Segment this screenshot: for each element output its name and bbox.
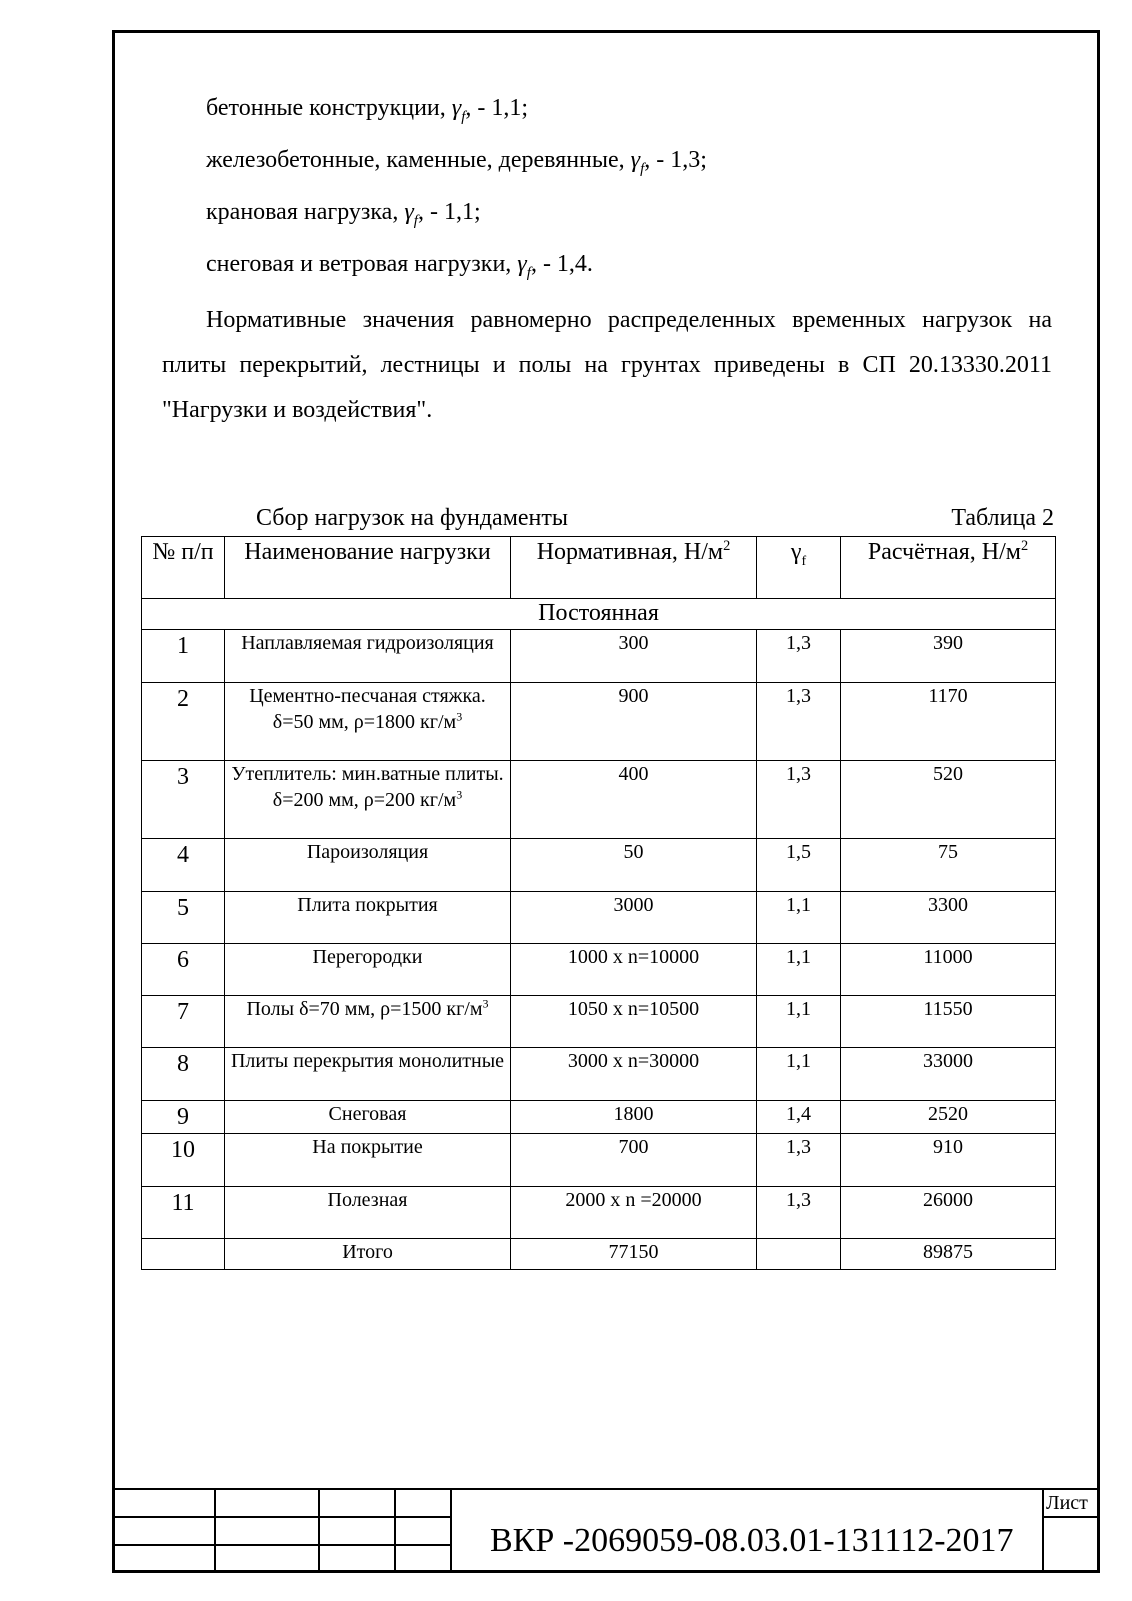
table-row <box>142 996 1056 1048</box>
gamma-symbol: $\gamma_f$ <box>517 251 531 281</box>
row-normative: 1000 х n=10000 <box>511 944 757 996</box>
row-normative: 50 <box>511 839 757 892</box>
row-calculated: 3300 <box>841 892 1056 944</box>
row-calculated: 11550 <box>841 996 1056 1048</box>
row-gamma: 1,3 <box>757 1134 841 1187</box>
table-row <box>142 892 1056 944</box>
table-row <box>142 1101 1056 1134</box>
row-num: 7 <box>142 996 225 1048</box>
coefficient-line-concrete: бетонные конструкции, $\gamma_f$, - 1,1; <box>206 95 529 125</box>
row-gamma: 1,4 <box>757 1101 841 1134</box>
header-num: № п/п <box>142 537 225 599</box>
table-body <box>142 630 1056 1239</box>
document-code: ВКР -2069059-08.03.01-131112-2017 <box>490 1522 1014 1559</box>
row-calculated: 520 <box>841 761 1056 839</box>
total-calculated: 89875 <box>841 1239 1056 1270</box>
row-name: Наплавляемая гидроизоляция <box>225 630 511 683</box>
header-normative: Нормативная, $Н/м^2$ <box>511 537 757 599</box>
table-row <box>142 1048 1056 1101</box>
row-gamma: 1,3 <box>757 683 841 761</box>
total-gamma-cell <box>757 1239 841 1270</box>
row-gamma: 1,3 <box>757 1187 841 1239</box>
row-normative: 700 <box>511 1134 757 1187</box>
row-calculated: 33000 <box>841 1048 1056 1101</box>
header-gamma: $\gamma_f$ <box>757 537 841 599</box>
table-row <box>142 761 1056 839</box>
row-gamma: 1,1 <box>757 892 841 944</box>
row-num: 8 <box>142 1048 225 1101</box>
table-caption: Сбор нагрузок на фундаменты <box>256 505 568 531</box>
row-name: Плита покрытия <box>225 892 511 944</box>
row-num: 1 <box>142 630 225 683</box>
row-name: Цементно-песчаная стяжка. δ=50 мм, ρ=1800 $кг/м^3$ <box>225 683 511 761</box>
row-calculated: 910 <box>841 1134 1056 1187</box>
table-row <box>142 1187 1056 1239</box>
row-num: 10 <box>142 1134 225 1187</box>
row-num: 4 <box>142 839 225 892</box>
header-calculated: Расчётная, $Н/м^2$ <box>841 537 1056 599</box>
section-row <box>142 599 1056 630</box>
row-calculated: 2520 <box>841 1101 1056 1134</box>
row-name: Полезная <box>225 1187 511 1239</box>
row-num: 6 <box>142 944 225 996</box>
row-calculated: 75 <box>841 839 1056 892</box>
row-normative: 300 <box>511 630 757 683</box>
gamma-symbol: $\gamma_f$ <box>404 199 418 229</box>
row-name: Плиты перекрытия монолитные <box>225 1048 511 1101</box>
row-gamma: 1,3 <box>757 630 841 683</box>
coefficient-line-snow-wind: снеговая и ветровая нагрузки, $\gamma_f$, - 1,4. <box>206 251 593 281</box>
row-num: 9 <box>142 1101 225 1134</box>
gamma-symbol: $\gamma_f$ <box>630 147 645 177</box>
row-normative: 2000 х n =20000 <box>511 1187 757 1239</box>
row-calculated: 390 <box>841 630 1056 683</box>
row-name: Утеплитель: мин.ватные плиты. δ=200 мм, ρ=200 $кг/м^3$ <box>225 761 511 839</box>
row-name: Перегородки <box>225 944 511 996</box>
table-row <box>142 839 1056 892</box>
row-num: 5 <box>142 892 225 944</box>
body-paragraph: Нормативные значения равномерно распределенных временных нагрузок на плиты перекрытий, лестницы и полы на грунтах приведены в СП 20.13330.2011 "Нагрузки и воздействия". <box>162 307 1052 423</box>
row-normative: 400 <box>511 761 757 839</box>
row-gamma: 1,1 <box>757 996 841 1048</box>
total-label: Итого <box>225 1239 511 1270</box>
row-calculated: 26000 <box>841 1187 1056 1239</box>
row-name: Пароизоляция <box>225 839 511 892</box>
row-name: На покрытие <box>225 1134 511 1187</box>
row-num: 3 <box>142 761 225 839</box>
row-normative: 3000 х n=30000 <box>511 1048 757 1101</box>
row-normative: 1050 х n=10500 <box>511 996 757 1048</box>
section-label: Постоянная <box>142 599 1056 630</box>
row-gamma: 1,5 <box>757 839 841 892</box>
sheet-label: Лист <box>1046 1492 1088 1514</box>
header-name: Наименование нагрузки <box>225 537 511 599</box>
row-normative: 1800 <box>511 1101 757 1134</box>
row-gamma: 1,1 <box>757 1048 841 1101</box>
coefficient-line-reinforced: железобетонные, каменные, деревянные, $\gamma_f$, - 1,3; <box>206 147 707 177</box>
row-normative: 3000 <box>511 892 757 944</box>
table-row <box>142 630 1056 683</box>
gamma-symbol: $\gamma_f$ <box>451 95 466 125</box>
row-calculated: 1170 <box>841 683 1056 761</box>
row-calculated: 11000 <box>841 944 1056 996</box>
table-row <box>142 683 1056 761</box>
row-gamma: 1,1 <box>757 944 841 996</box>
row-name: Полы δ=70 мм, ρ=1500 $кг/м^3$ <box>225 996 511 1048</box>
loads-table <box>141 536 1056 1270</box>
total-row <box>142 1239 1056 1270</box>
row-gamma: 1,3 <box>757 761 841 839</box>
table-row <box>142 1134 1056 1187</box>
row-num: 11 <box>142 1187 225 1239</box>
table-header-row <box>142 537 1056 599</box>
row-num: 2 <box>142 683 225 761</box>
row-name: Снеговая <box>225 1101 511 1134</box>
coefficient-line-crane: крановая нагрузка, $\gamma_f$, - 1,1; <box>206 199 481 229</box>
table-number: Таблица 2 <box>951 505 1054 531</box>
total-num-cell <box>142 1239 225 1270</box>
table-row <box>142 944 1056 996</box>
total-normative: 77150 <box>511 1239 757 1270</box>
row-normative: 900 <box>511 683 757 761</box>
